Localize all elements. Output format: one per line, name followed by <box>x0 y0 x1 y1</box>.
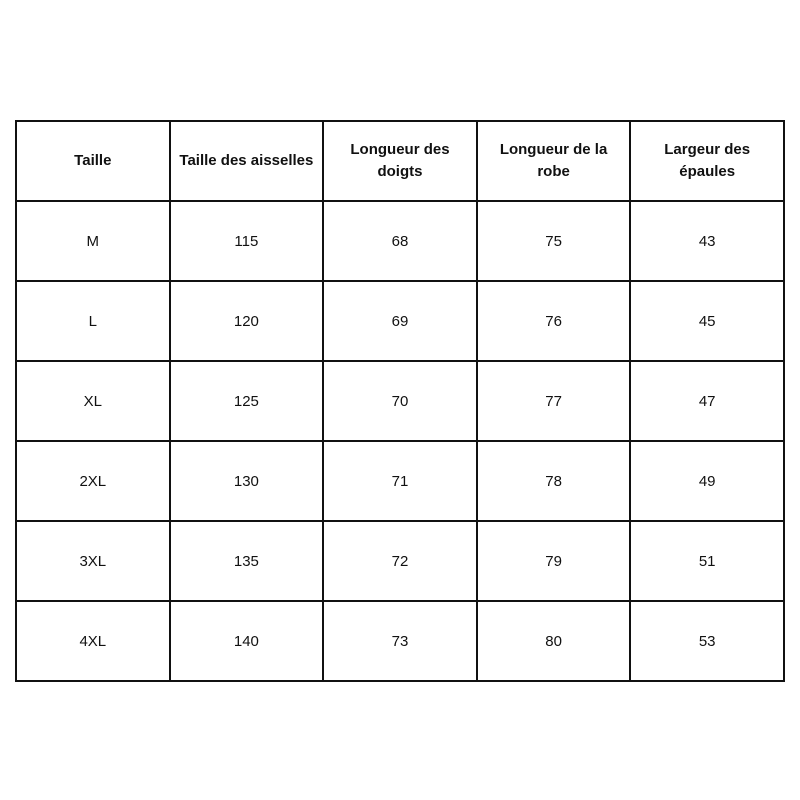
cell-size: XL <box>16 361 170 441</box>
cell-robe: 75 <box>477 201 631 281</box>
table-row <box>16 361 784 441</box>
cell-robe: 80 <box>477 601 631 681</box>
cell-epaules: 53 <box>630 601 784 681</box>
cell-doigts: 69 <box>323 281 477 361</box>
cell-size: 2XL <box>16 441 170 521</box>
size-chart-table <box>15 120 785 682</box>
table-row <box>16 601 784 681</box>
header-largeur-epaules: Largeur des épaules <box>630 121 784 201</box>
header-row <box>16 121 784 201</box>
header-taille: Taille <box>16 121 170 201</box>
table-row <box>16 201 784 281</box>
cell-aisselles: 125 <box>170 361 324 441</box>
table-row <box>16 441 784 521</box>
cell-aisselles: 135 <box>170 521 324 601</box>
cell-robe: 79 <box>477 521 631 601</box>
cell-robe: 77 <box>477 361 631 441</box>
cell-aisselles: 140 <box>170 601 324 681</box>
cell-size: 4XL <box>16 601 170 681</box>
table-row <box>16 521 784 601</box>
header-longueur-doigts: Longueur des doigts <box>323 121 477 201</box>
cell-size: L <box>16 281 170 361</box>
table-row <box>16 281 784 361</box>
cell-doigts: 68 <box>323 201 477 281</box>
cell-doigts: 72 <box>323 521 477 601</box>
cell-aisselles: 115 <box>170 201 324 281</box>
cell-doigts: 70 <box>323 361 477 441</box>
cell-robe: 76 <box>477 281 631 361</box>
cell-epaules: 51 <box>630 521 784 601</box>
cell-size: M <box>16 201 170 281</box>
cell-doigts: 73 <box>323 601 477 681</box>
header-longueur-robe: Longueur de la robe <box>477 121 631 201</box>
header-taille-aisselles: Taille des aisselles <box>170 121 324 201</box>
cell-aisselles: 130 <box>170 441 324 521</box>
cell-robe: 78 <box>477 441 631 521</box>
cell-epaules: 49 <box>630 441 784 521</box>
cell-epaules: 45 <box>630 281 784 361</box>
cell-aisselles: 120 <box>170 281 324 361</box>
table-body <box>16 201 784 681</box>
cell-epaules: 47 <box>630 361 784 441</box>
cell-doigts: 71 <box>323 441 477 521</box>
cell-size: 3XL <box>16 521 170 601</box>
cell-epaules: 43 <box>630 201 784 281</box>
table-header <box>16 121 784 201</box>
